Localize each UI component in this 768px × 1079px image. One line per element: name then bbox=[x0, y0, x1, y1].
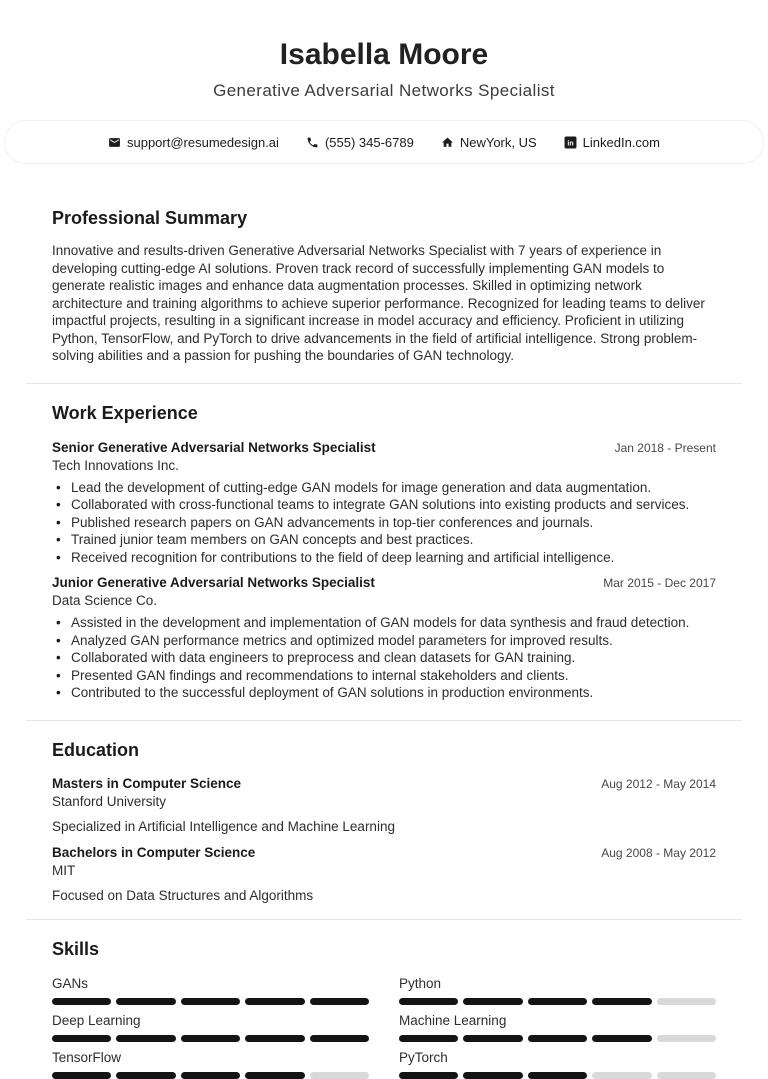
skill-name: Machine Learning bbox=[399, 1012, 507, 1028]
skill-bar bbox=[52, 998, 369, 1005]
skill-segment-empty bbox=[592, 1072, 651, 1079]
job-title: Junior Generative Adversarial Networks Specialist bbox=[52, 575, 375, 590]
skill-segment-filled bbox=[399, 1072, 458, 1079]
contact-bar bbox=[4, 120, 764, 164]
job-bullet: • Received recognition for contributions to the field of deep learning and artificial intelligence. bbox=[52, 549, 716, 567]
contact-phone[interactable] bbox=[306, 135, 414, 150]
contact-email-text: support@resumedesign.ai bbox=[126, 134, 279, 150]
job-bullet: • Contributed to the successful deployment of GAN solutions in production environments. bbox=[52, 684, 716, 702]
skill-name: Python bbox=[399, 975, 442, 991]
job-company: Data Science Co. bbox=[52, 593, 158, 608]
job-bullet: • Collaborated with cross-functional teams to integrate GAN solutions into existing products and services. bbox=[52, 496, 716, 514]
skill-bar bbox=[399, 998, 716, 1005]
skill-segment-filled bbox=[399, 1035, 458, 1042]
section-skills bbox=[52, 937, 716, 1079]
skill-segment-filled bbox=[592, 998, 651, 1005]
contact-location bbox=[441, 135, 537, 150]
experience-heading: Work Experience bbox=[52, 402, 198, 423]
job-bullet-list bbox=[52, 614, 716, 702]
linkedin-icon bbox=[564, 136, 577, 149]
degree-dates: Aug 2008 - May 2012 bbox=[601, 845, 716, 860]
skill-segment-filled bbox=[310, 1035, 369, 1042]
skill-bar bbox=[399, 1035, 716, 1042]
contact-linkedin-text: LinkedIn.com bbox=[582, 134, 660, 150]
skill-segment-empty bbox=[310, 1072, 369, 1079]
job-bullet: • Analyzed GAN performance metrics and optimized model parameters for improved results. bbox=[52, 632, 716, 650]
degree-header bbox=[52, 775, 716, 793]
resume-body bbox=[0, 206, 768, 1079]
contact-phone-text: (555) 345-6789 bbox=[324, 134, 414, 150]
skill-segment-filled bbox=[528, 998, 587, 1005]
skill-segment-filled bbox=[528, 1072, 587, 1079]
job-header bbox=[52, 574, 716, 592]
skill-name: GANs bbox=[52, 975, 89, 991]
degree-note: Focused on Data Structures and Algorithms bbox=[52, 887, 314, 903]
home-icon bbox=[441, 136, 454, 149]
job-header bbox=[52, 439, 716, 457]
skill-segment-filled bbox=[245, 1035, 304, 1042]
skill-segment-filled bbox=[52, 998, 111, 1005]
skill-bar bbox=[52, 1035, 369, 1042]
skill-segment-filled bbox=[463, 1072, 522, 1079]
job-dates: Jan 2018 - Present bbox=[614, 440, 716, 455]
skill-segment-filled bbox=[181, 1035, 240, 1042]
section-experience bbox=[52, 401, 716, 702]
skill-item bbox=[399, 1049, 716, 1079]
skill-item bbox=[399, 1012, 716, 1042]
section-divider bbox=[26, 720, 742, 721]
job-bullet: • Published research papers on GAN advancements in top-tier conferences and journals. bbox=[52, 514, 716, 532]
contact-location-text: NewYork, US bbox=[459, 134, 537, 150]
skill-segment-filled bbox=[463, 1035, 522, 1042]
skill-segment-filled bbox=[245, 998, 304, 1005]
skill-segment-filled bbox=[52, 1035, 111, 1042]
skill-item bbox=[52, 1049, 369, 1079]
skill-segment-empty bbox=[657, 998, 716, 1005]
job-bullet-list bbox=[52, 479, 716, 567]
skill-segment-empty bbox=[657, 1072, 716, 1079]
section-education bbox=[52, 738, 716, 905]
degree-title: Bachelors in Computer Science bbox=[52, 844, 256, 860]
skill-name: Deep Learning bbox=[52, 1012, 141, 1028]
skill-name: PyTorch bbox=[399, 1049, 448, 1065]
contact-linkedin[interactable] bbox=[564, 135, 660, 150]
job-entry bbox=[52, 439, 716, 567]
education-heading: Education bbox=[52, 739, 140, 760]
section-divider bbox=[26, 919, 742, 920]
job-dates: Mar 2015 - Dec 2017 bbox=[603, 576, 716, 590]
degree-header bbox=[52, 844, 716, 862]
skill-bar bbox=[52, 1072, 369, 1079]
candidate-name: Isabella Moore bbox=[279, 38, 489, 71]
skill-segment-filled bbox=[116, 1072, 175, 1079]
skill-item bbox=[399, 975, 716, 1005]
degree-entry bbox=[52, 844, 716, 905]
job-bullet: • Trained junior team members on GAN concepts and best practices. bbox=[52, 531, 716, 549]
skill-segment-filled bbox=[399, 998, 458, 1005]
skill-segment-filled bbox=[310, 998, 369, 1005]
section-divider bbox=[26, 383, 742, 384]
skill-name: TensorFlow bbox=[52, 1049, 122, 1065]
resume-header bbox=[0, 0, 768, 102]
job-bullet: • Presented GAN findings and recommendations to internal stakeholders and clients. bbox=[52, 667, 716, 685]
skill-segment-filled bbox=[52, 1072, 111, 1079]
summary-heading: Professional Summary bbox=[52, 208, 248, 228]
skill-segment-filled bbox=[116, 1035, 175, 1042]
envelope-icon bbox=[108, 136, 121, 149]
job-title: Senior Generative Adversarial Networks Specialist bbox=[52, 439, 376, 455]
job-bullet: • Collaborated with data engineers to preprocess and clean datasets for GAN training. bbox=[52, 649, 716, 667]
summary-text: Innovative and results-driven Generative Adversarial Networks Specialist with 7 years of experience in developing cutting-edge AI solutions. Proven track record of successfully implementing GAN models to generate realistic images and enhance data augmentation processes. Skilled in optimizing network architecture and training algorithms to achieve superior performance. Recognized for leading teams to deliver impactful projects, resulting in a significant increase in model accuracy and efficiency. Proficient in utilizing Python, TensorFlow, and PyTorch to drive advancements in the field of artificial intelligence. Strong problem-solving abilities and a passion for pushing the boundaries of GAN technology. bbox=[52, 243, 705, 363]
skill-segment-empty bbox=[657, 1035, 716, 1042]
candidate-title: Generative Adversarial Networks Specialist bbox=[213, 81, 555, 100]
skill-segment-filled bbox=[463, 998, 522, 1005]
job-bullet: • Lead the development of cutting-edge GAN models for image generation and data augmentation. bbox=[52, 479, 716, 497]
skill-item bbox=[52, 975, 369, 1005]
skill-segment-filled bbox=[181, 998, 240, 1005]
degree-school: Stanford University bbox=[52, 793, 167, 809]
job-company: Tech Innovations Inc. bbox=[52, 457, 179, 473]
skill-segment-filled bbox=[181, 1072, 240, 1079]
contact-email[interactable] bbox=[108, 135, 279, 150]
skills-heading: Skills bbox=[52, 938, 100, 959]
degree-title: Masters in Computer Science bbox=[52, 775, 242, 791]
job-bullet: • Assisted in the development and implementation of GAN models for data synthesis and fraud detection. bbox=[52, 614, 716, 632]
skill-segment-filled bbox=[528, 1035, 587, 1042]
degree-school: MIT bbox=[52, 862, 76, 878]
skill-bar bbox=[399, 1072, 716, 1079]
svg-text:in: in bbox=[567, 139, 574, 147]
skill-segment-filled bbox=[592, 1035, 651, 1042]
degree-entry bbox=[52, 775, 716, 836]
section-summary bbox=[52, 206, 716, 365]
phone-icon bbox=[306, 136, 319, 149]
degree-dates: Aug 2012 - May 2014 bbox=[601, 776, 716, 791]
job-entry bbox=[52, 574, 716, 702]
skill-segment-filled bbox=[245, 1072, 304, 1079]
skills-grid bbox=[52, 975, 716, 1079]
skill-item bbox=[52, 1012, 369, 1042]
skill-segment-filled bbox=[116, 998, 175, 1005]
degree-note: Specialized in Artificial Intelligence and Machine Learning bbox=[52, 818, 395, 834]
